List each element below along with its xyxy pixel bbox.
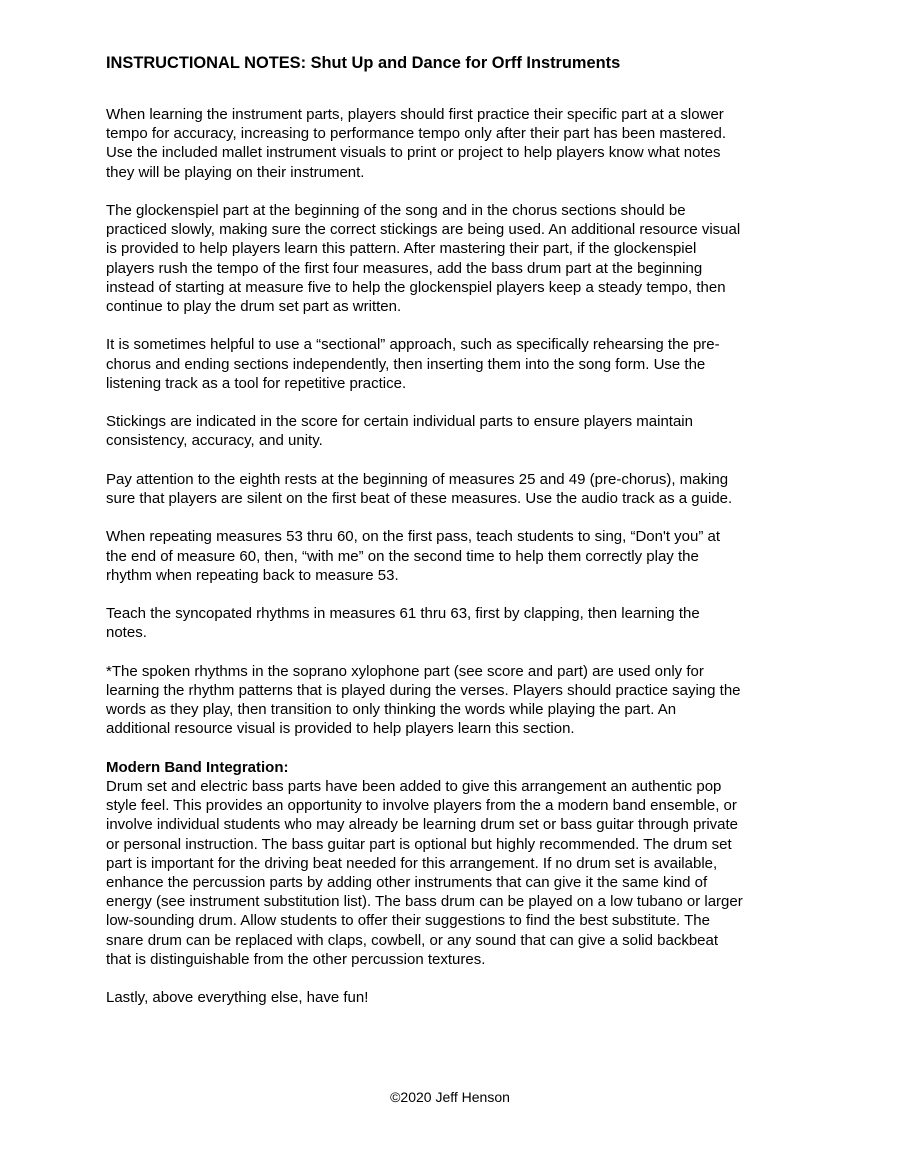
closing-line: Lastly, above everything else, have fun! xyxy=(106,989,369,1007)
paragraph-line: notes. xyxy=(106,624,147,642)
paragraph-repeating-measures xyxy=(106,527,806,585)
paragraph-line: When repeating measures 53 thru 60, on the first pass, teach students to sing, “Don't you” at xyxy=(106,528,721,546)
paragraph-line: additional resource visual is provided to help players learn this section. xyxy=(106,720,575,738)
paragraph-line: Drum set and electric bass parts have been added to give this arrangement an authentic pop xyxy=(106,777,722,795)
paragraph-closing xyxy=(106,988,806,1007)
paragraph-line: The glockenspiel part at the beginning of the song and in the chorus sections should be xyxy=(106,202,686,219)
paragraph-line: chorus and ending sections independently, then inserting them into the song form. Use the xyxy=(106,355,706,373)
paragraph-line: tempo for accuracy, increasing to performance tempo only after their part has been mastered. xyxy=(106,125,727,143)
paragraph-line: part is important for the driving beat needed for this arrangement. If no drum set is available, xyxy=(106,854,718,872)
document-title: INSTRUCTIONAL NOTES: Shut Up and Dance for Orff Instruments xyxy=(106,54,621,72)
paragraph-line: *The spoken rhythms in the soprano xylophone part (see score and part) are used only for xyxy=(106,662,704,680)
copyright-footer: ©2020 Jeff Henson xyxy=(390,1089,510,1105)
paragraph-sectional xyxy=(106,335,806,393)
paragraph-glockenspiel xyxy=(106,201,806,316)
paragraph-line: they will be playing on their instrument. xyxy=(106,163,365,181)
paragraph-line: enhance the percussion parts by adding other instruments that can give it the same kind of xyxy=(106,874,708,891)
paragraph-line: that is distinguishable from the other percussion textures. xyxy=(106,950,486,968)
document-page xyxy=(106,52,806,1027)
paragraph-line: It is sometimes helpful to use a “sectional” approach, such as specifically rehearsing the pre- xyxy=(106,336,720,354)
paragraph-line: low-sounding drum. Allow students to offer their suggestions to find the best substitute. The xyxy=(106,912,710,930)
paragraph-line: Stickings are indicated in the score for certain individual parts to ensure players maintain xyxy=(106,413,693,431)
paragraph-line: instead of starting at measure five to help the glockenspiel players keep a steady tempo, then xyxy=(106,278,726,296)
paragraph-line: When learning the instrument parts, players should first practice their specific part at a slower xyxy=(106,106,724,123)
paragraph-line: players rush the tempo of the first four measures, add the bass drum part at the beginning xyxy=(106,259,703,277)
paragraph-line: style feel. This provides an opportunity to involve players from the a modern band ensemble, or xyxy=(106,797,737,815)
paragraph-spoken-rhythms xyxy=(106,662,806,739)
paragraph-line: continue to play the drum set part as written. xyxy=(106,298,402,316)
paragraph-line: Teach the syncopated rhythms in measures 61 thru 63, first by clapping, then learning the xyxy=(106,605,700,623)
paragraph-line: Pay attention to the eighth rests at the beginning of measures 25 and 49 (pre-chorus), making xyxy=(106,470,729,488)
paragraph-line: practiced slowly, making sure the correct stickings are being used. An additional resource visual xyxy=(106,221,741,239)
paragraph-line: consistency, accuracy, and unity. xyxy=(106,432,323,450)
paragraph-line: involve individual students who may already be learning drum set or bass guitar through private xyxy=(106,816,739,834)
paragraph-line: snare drum can be replaced with claps, cowbell, or any sound that can give a solid backbeat xyxy=(106,931,719,949)
paragraph-syncopated xyxy=(106,604,806,642)
paragraph-line: listening track as a tool for repetitive practice. xyxy=(106,374,407,392)
paragraph-line: rhythm when repeating back to measure 53. xyxy=(106,566,399,584)
section-modern-band xyxy=(106,758,806,969)
section-heading: Modern Band Integration: xyxy=(106,758,289,776)
paragraph-line: the end of measure 60, then, “with me” on the second time to help them correctly play the xyxy=(106,547,699,565)
paragraph-line: words as they play, then transition to only thinking the words while playing the part. An xyxy=(106,701,677,719)
paragraph-line: or personal instruction. The bass guitar part is optional but highly recommended. The drum set xyxy=(106,835,732,853)
paragraph-practice-tempo xyxy=(106,105,806,182)
paragraph-line: sure that players are silent on the first beat of these measures. Use the audio track as a guide. xyxy=(106,490,733,507)
paragraph-line: is provided to help players learn this pattern. After mastering their part, if the glockenspiel xyxy=(106,240,697,258)
paragraph-eighth-rests xyxy=(106,470,806,508)
paragraph-stickings xyxy=(106,412,806,450)
paragraph-line: energy (see instrument substitution list). The bass drum can be played on a low tubano or larger xyxy=(106,893,743,911)
paragraph-line: learning the rhythm patterns that is played during the verses. Players should practice saying the xyxy=(106,681,741,699)
paragraph-line: Use the included mallet instrument visuals to print or project to help players know what notes xyxy=(106,144,721,162)
